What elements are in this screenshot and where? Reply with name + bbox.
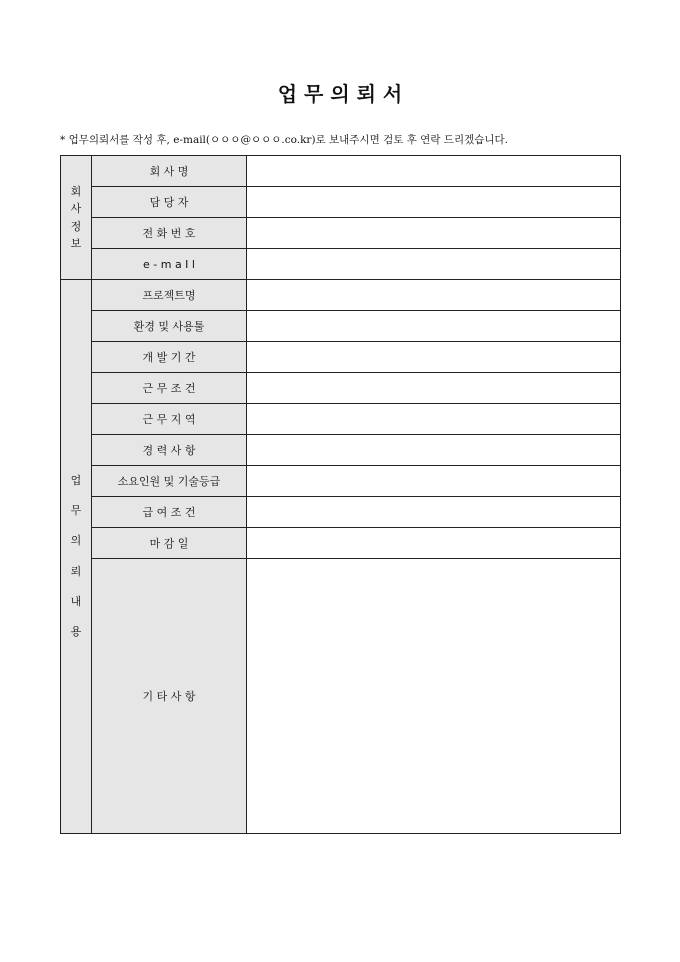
group-char: 용 — [70, 625, 82, 638]
contact-person-field[interactable] — [247, 187, 621, 218]
label-headcount-skill: 소요인원 및 기술등급 — [92, 466, 247, 497]
label-work-conditions: 근 무 조 건 — [92, 373, 247, 404]
group-char: 회 — [70, 185, 82, 199]
form-row-salary-conditions — [61, 497, 621, 528]
headcount-skill-field[interactable] — [247, 466, 621, 497]
label-work-location: 근 무 지 역 — [92, 404, 247, 435]
group-char: 무 — [70, 504, 82, 517]
label-contact-person: 담 당 자 — [92, 187, 247, 218]
label-phone: 전 화 번 호 — [92, 218, 247, 249]
email-field[interactable] — [247, 249, 621, 280]
work-conditions-field[interactable] — [247, 373, 621, 404]
salary-conditions-field[interactable] — [247, 497, 621, 528]
form-row-work-location — [61, 404, 621, 435]
group-char: 뢰 — [70, 564, 82, 578]
deadline-field[interactable] — [247, 528, 621, 559]
form-row-email — [61, 249, 621, 280]
dev-period-field[interactable] — [247, 342, 621, 373]
experience-field[interactable] — [247, 435, 621, 466]
form-row-experience — [61, 435, 621, 466]
label-deadline: 마 감 일 — [92, 528, 247, 559]
label-other-notes: 기 타 사 항 — [92, 559, 247, 834]
group-char: 보 — [70, 236, 82, 250]
label-company-name: 회 사 명 — [92, 156, 247, 187]
group-char: 내 — [70, 594, 82, 608]
project-name-field[interactable] — [247, 280, 621, 311]
label-salary-conditions: 급 여 조 건 — [92, 497, 247, 528]
form-row-contact-person — [61, 187, 621, 218]
document-title: 업 무 의 뢰 서 — [277, 82, 403, 106]
other-notes-field[interactable] — [247, 559, 621, 834]
form-row-other-notes — [61, 559, 621, 834]
form-row-deadline — [61, 528, 621, 559]
request-form-table — [60, 155, 621, 834]
group-char: 업 — [70, 473, 82, 487]
form-row-phone — [61, 218, 621, 249]
label-dev-period: 개 발 기 간 — [92, 342, 247, 373]
company-name-field[interactable] — [247, 156, 621, 187]
phone-field[interactable] — [247, 218, 621, 249]
form-row-company-name — [61, 156, 621, 187]
work-location-field[interactable] — [247, 404, 621, 435]
submission-notice: * 업무의뢰서를 작성 후, e-mail(ㅇㅇㅇ@ㅇㅇㅇ.co.kr)로 보내주시면 검토 후 연락 드리겠습니다. — [60, 134, 509, 146]
form-row-dev-period — [61, 342, 621, 373]
group-char: 사 — [70, 202, 82, 216]
group-work-request — [61, 280, 92, 834]
label-experience: 경 력 사 항 — [92, 435, 247, 466]
environment-tools-field[interactable] — [247, 311, 621, 342]
group-char: 정 — [70, 219, 82, 233]
label-email: e - m a I l — [92, 249, 247, 280]
form-row-project-name — [61, 280, 621, 311]
label-environment-tools: 환경 및 사용툴 — [92, 311, 247, 342]
form-row-headcount-skill — [61, 466, 621, 497]
group-company-info — [61, 156, 92, 280]
label-project-name: 프로젝트명 — [92, 280, 247, 311]
form-row-environment-tools — [61, 311, 621, 342]
form-row-work-conditions — [61, 373, 621, 404]
group-char: 의 — [70, 534, 82, 548]
